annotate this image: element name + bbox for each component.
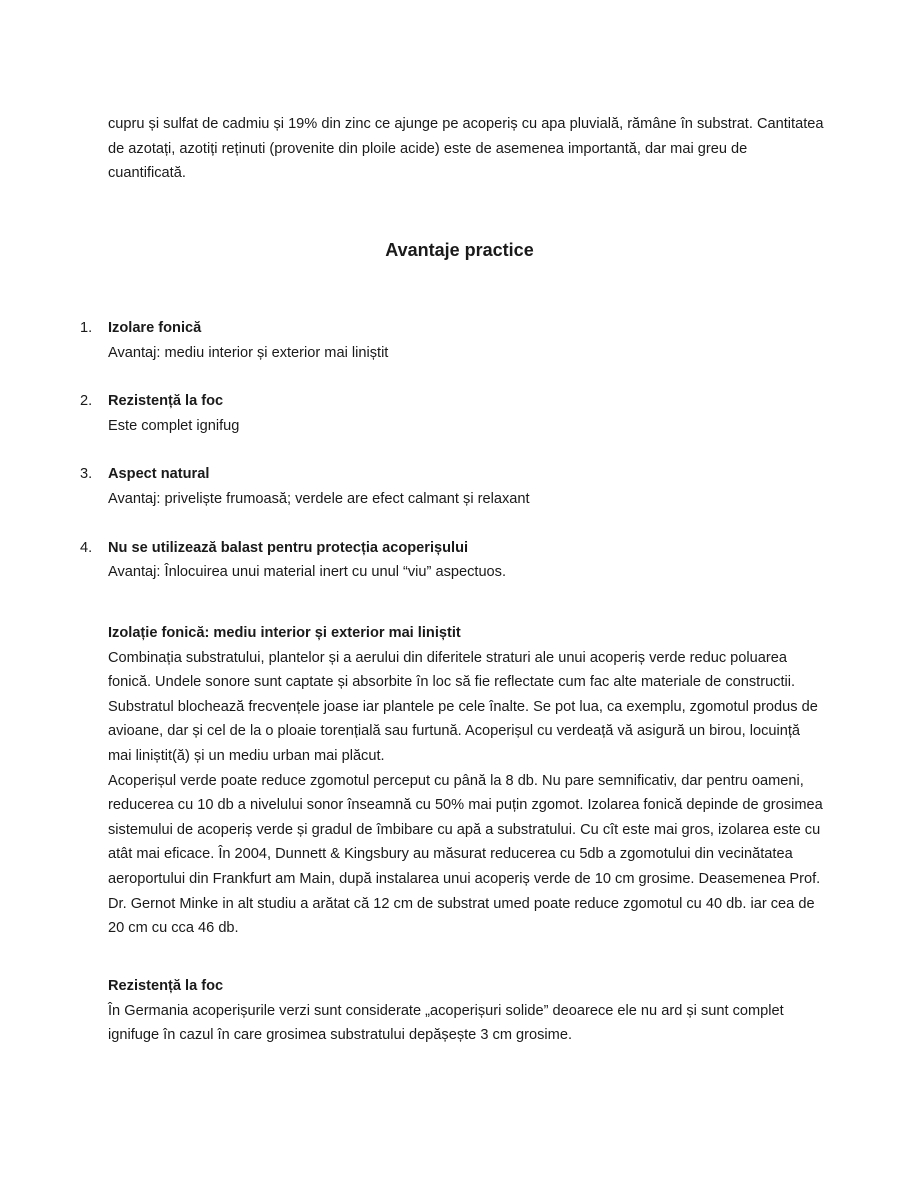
list-number: 3.	[80, 466, 93, 483]
list-item	[0, 389, 919, 438]
fire-paragraph: În Germania acoperișurile verzi sunt considerate „acoperișuri solide” deoarece ele nu ard și sunt complet ignifuge în cazul în care grosimea substratului depășește 3 cm grosime.	[108, 1002, 784, 1044]
list-item-description: Este complet ignifug	[108, 417, 240, 434]
noise-insulation-section	[108, 621, 823, 941]
list-item	[0, 462, 919, 511]
list-item-title: Nu se utilizează balast pentru protecția acoperișului	[108, 539, 469, 556]
intro-paragraph: cupru și sulfat de cadmiu și 19% din zinc ce ajunge pe acoperiș cu apa pluvială, rămâne în substrat. Cantitatea de azotați, azotiți reținuti (provenite din ploile acide) este de asemenea importantă, dar mai greu de cuantificată.	[108, 116, 824, 182]
list-item-description: Avantaj: mediu interior și exterior mai liniștit	[108, 344, 389, 361]
noise-section-title: Izolație fonică: mediu interior și exterior mai liniștit	[108, 625, 461, 641]
advantages-list	[0, 316, 919, 609]
noise-paragraph-1: Combinația substratului, plantelor și a aerului din diferitele straturi ale unui acoperiș verde reduc poluarea fonică. Undele sonore sunt captate și absorbite în loc să fie reflectate cum fac alte materiale de constructii. Substratul blochează frecvențele joase iar plantele pe cele înalte. Se pot lua, ca exemplu, zgomotul produs de avioane, dar și cel de la o ploaie torențială sau furtună. Acoperișul cu verdeață vă asigură un birou, locuință mai liniștit(ă) și un mediu urban mai plăcut.	[108, 649, 818, 764]
list-item	[0, 536, 919, 585]
list-item-title: Aspect natural	[108, 466, 210, 483]
list-item-title: Rezistență la foc	[108, 393, 224, 410]
list-item-title: Izolare fonică	[108, 320, 202, 336]
list-number: 4.	[80, 539, 93, 556]
fire-resistance-section	[108, 974, 823, 1048]
list-item	[0, 316, 919, 365]
section-heading: Avantaje practice	[385, 240, 534, 260]
list-item-description: Avantaj: priveliște frumoasă; verdele are efect calmant și relaxant	[108, 490, 530, 507]
fire-section-title: Rezistență la foc	[108, 978, 224, 994]
noise-paragraph-2: Acoperișul verde poate reduce zgomotul perceput cu până la 8 db. Nu pare semnificativ, dar pentru oameni, reducerea cu 10 db a nivelului sonor înseamnă cu 50% mai puțin zgomot. Izolarea fonică depinde de grosimea sistemului de acoperiș verde și gradul de îmbibare cu apă a substratului. Cu cît este mai gros, izolarea este cu atât mai eficace. În 2004, Dunnett & Kingsbury au măsurat reducerea cu 5db a zgomotului din vecinătatea aeroportului din Frankfurt am Main, după instalarea unui acoperiș verde de 10 cm grosime. Deasemenea Prof. Dr. Gernot Minke in alt studiu a arătat că 12 cm de substrat umed poate reduce zgomotul cu 40 db. iar cea de 20 cm cu cca 46 db.	[108, 772, 823, 937]
list-item-description: Avantaj: Înlocuirea unui material inert cu unul “viu” aspectuos.	[108, 564, 507, 581]
list-number: 1.	[80, 320, 93, 336]
list-number: 2.	[80, 393, 93, 410]
